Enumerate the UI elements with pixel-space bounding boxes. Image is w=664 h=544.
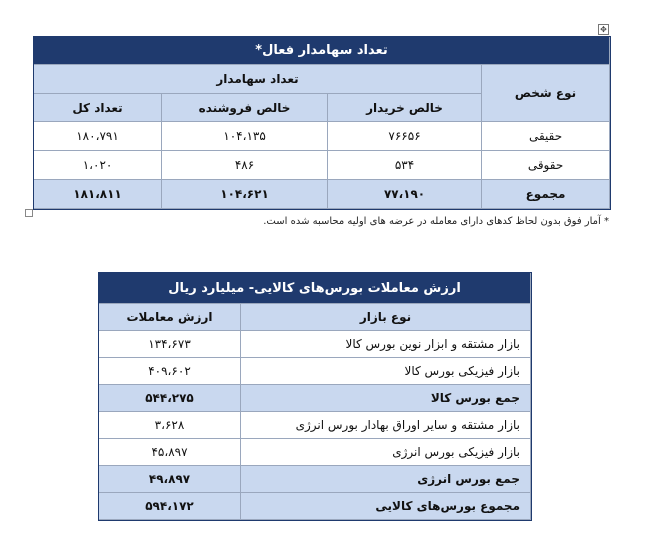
cell-value: ۵۳۴ xyxy=(328,151,482,180)
cell-value: ۷۷،۱۹۰ xyxy=(328,180,482,209)
row-label: بازار فیزیکی بورس کالا xyxy=(241,358,531,385)
shareholder-count-header: تعداد سهامدار xyxy=(34,65,482,94)
column-header-net-buyer: خالص خریدار xyxy=(328,94,482,122)
table-resize-handle-icon[interactable] xyxy=(25,209,33,217)
cell-value: ۳،۶۲۸ xyxy=(99,412,241,439)
cell-value: ۱،۰۲۰ xyxy=(34,151,162,180)
column-header-market-type: نوع بازار xyxy=(241,304,531,331)
cell-value: ۱۸۰،۷۹۱ xyxy=(34,122,162,151)
row-label: حقوقی xyxy=(482,151,610,180)
table1-title: تعداد سهامدار فعال* xyxy=(34,37,610,65)
row-label: بازار فیزیکی بورس انرژی xyxy=(241,439,531,466)
column-header-net-seller: خالص فروشنده xyxy=(162,94,328,122)
cell-value: ۵۹۴،۱۷۲ xyxy=(99,493,241,520)
cell-value: ۴۹،۸۹۷ xyxy=(99,466,241,493)
cell-value: ۴۰۹،۶۰۲ xyxy=(99,358,241,385)
cell-value: ۱۸۱،۸۱۱ xyxy=(34,180,162,209)
person-type-header: نوع شخص xyxy=(482,65,610,122)
row-label: مجموع بورس‌های کالایی xyxy=(241,493,531,520)
column-header-total: تعداد کل xyxy=(34,94,162,122)
table2-title: ارزش معاملات بورس‌های کالایی- میلیارد ریال xyxy=(99,273,531,304)
row-label: جمع بورس انرژی xyxy=(241,466,531,493)
row-label: بازار مشتقه و سایر اوراق بهادار بورس انرژی xyxy=(241,412,531,439)
row-label: بازار مشتقه و ابزار نوین بورس کالا xyxy=(241,331,531,358)
cell-value: ۵۴۴،۲۷۵ xyxy=(99,385,241,412)
table-move-handle-icon[interactable]: ✥ xyxy=(598,24,609,35)
table1-footnote: * آمار فوق بدون لحاظ کدهای دارای معامله در عرضه های اولیه محاسبه شده است. xyxy=(263,216,609,227)
row-label: مجموع xyxy=(482,180,610,209)
cell-value: ۱۳۴،۶۷۳ xyxy=(99,331,241,358)
cell-value: ۷۶۶۵۶ xyxy=(328,122,482,151)
cell-value: ۱۰۴،۶۲۱ xyxy=(162,180,328,209)
cell-value: ۴۵،۸۹۷ xyxy=(99,439,241,466)
table2-frame xyxy=(98,272,532,521)
column-header-trade-value: ارزش معاملات xyxy=(99,304,241,331)
cell-value: ۱۰۴،۱۳۵ xyxy=(162,122,328,151)
cell-value: ۴۸۶ xyxy=(162,151,328,180)
row-label: جمع بورس کالا xyxy=(241,385,531,412)
row-label: حقیقی xyxy=(482,122,610,151)
table1-frame xyxy=(33,36,611,210)
